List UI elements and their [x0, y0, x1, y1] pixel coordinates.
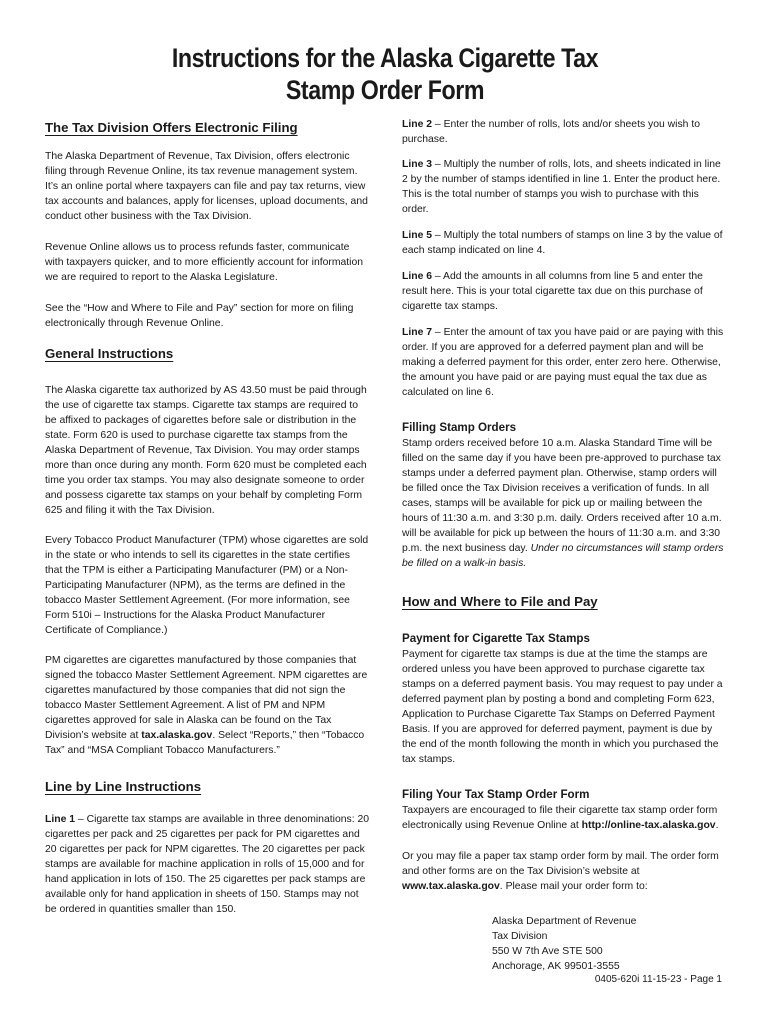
electronic-filing-paragraph-1: The Alaska Department of Revenue, Tax Division, offers electronic filing through Revenue Online, its tax revenue management system. It’s an online portal where taxpayers can file and pay tax returns, view tax accounts and balances, apply for licenses, upload documents, and conduct other business with the Tax Division. — [45, 151, 368, 222]
line-5-text: – Multiply the total numbers of stamps on line 3 by the value of each stamp indicated on line 4. — [402, 230, 723, 256]
filling-italic-note: Under no circumstances will stamp orders be filled on a walk-in basis. — [402, 543, 724, 569]
electronic-filing-paragraph-3: See the “How and Where to File and Pay” section for more on filing electronically through Revenue Online. — [45, 303, 354, 329]
general-paragraph-3 — [45, 653, 370, 758]
general-paragraph-1: The Alaska cigarette tax authorized by AS 43.50 must be paid through the use of cigarette tax stamps. Cigarette tax stamps are required to be affixed to packages of cigarettes before sale or distribution in the state. Form 620 is used to purchase cigarette tax stamps from the Alaska Department of Revenue, Tax Division. You may order stamps more than once during any month. Form 620 must be completed each time you order tax stamps. You may also designate someone to order and possess cigarette tax stamps on your behalf by completing Form 625 and filing it with the Tax Division. — [45, 385, 367, 516]
line-6-instruction — [402, 269, 726, 314]
revenue-online-link[interactable]: http://online-tax.alaska.gov — [581, 820, 716, 831]
line-1-label: Line 1 — [45, 814, 76, 825]
line-3-text: – Multiply the number of rolls, lots, and sheets indicated in line 2 by the number of stamps identified in line 1. Enter the product here. This is the total number of stamps you wish to purchase with this order. — [402, 159, 721, 215]
left-column — [45, 117, 370, 933]
line-2-instruction — [402, 117, 726, 147]
line-7-text: – Enter the amount of tax you have paid or are paying with this order. If you are approved for a deferred payment plan and will be making a deferred payment for this order, enter zero here. Otherwise, the amount you have paid or are paying must equal the tax due as calculated on line 6. — [402, 327, 724, 398]
filling-text: Stamp orders received before 10 a.m. Alaska Standard Time will be filled on the same day if you have been pre-approved to purchase tax stamps under a deferred payment plan. Otherwise, stamp orders will be filled once the Tax Division receives a verification of funds. In all cases, stamps will be available for pick up or mailing between the hours of 11:30 a.m. and 3:30 p.m. daily. Orders received after 10 a.m. will be available for pick up between the hours of 11:30 a.m. and 3:30 p.m. the next business day. — [402, 438, 722, 554]
line-3-instruction — [402, 157, 726, 217]
filing-text — [402, 803, 726, 833]
line-7-label: Line 7 — [402, 327, 433, 338]
line-2-text: – Enter the number of rolls, lots and/or sheets you wish to purchase. — [402, 119, 701, 145]
general-paragraph-3-text-end: . Select “Reports,” then “Tobacco Tax” and “MSA Compliant Tobacco Manufacturers.” — [45, 730, 365, 756]
page-title-line-2: Stamp Order Form — [285, 75, 485, 105]
tax-website-link-2[interactable]: www.tax.alaska.gov — [402, 881, 500, 892]
line-6-label: Line 6 — [402, 271, 433, 282]
mailing-address — [492, 914, 726, 974]
line-2-label: Line 2 — [402, 119, 433, 130]
filling-stamp-orders-heading: Filling Stamp Orders — [402, 421, 517, 434]
right-column — [402, 117, 726, 974]
electronic-filing-heading: The Tax Division Offers Electronic Filing — [45, 120, 298, 135]
general-paragraph-2: Every Tobacco Product Manufacturer (TPM) whose cigarettes are sold in the state or who intends to sell its cigarettes in the state certifies that the TPM is either a Participating Manufacturer (PM) or a Non-Participating Manufacturer (NPM), as the terms are defined in the tobacco Master Settlement Agreement. (For more information, see Form 510i – Instructions for the Alaska Product Manufacturer Certificate of Compliance.) — [45, 535, 369, 636]
mail-text — [402, 849, 726, 894]
mail-text-end: . Please mail your order form to: — [499, 881, 648, 892]
line-7-instruction — [402, 325, 726, 400]
page-footer: 0405-620i 11-15-23 - Page 1 — [594, 974, 722, 985]
line-1-instruction — [45, 812, 370, 917]
mail-text-start: Or you may file a paper tax stamp order form by mail. The order form and other forms are on the Tax Division’s website at — [402, 851, 719, 877]
line-by-line-heading: Line by Line Instructions — [45, 779, 202, 794]
page-title-line-1: Instructions for the Alaska Cigarette Tax — [171, 43, 599, 73]
electronic-filing-paragraph-2: Revenue Online allows us to process refunds faster, communicate with taxpayers quicker, and to more efficiently account for information we are required to report to the Alaska Legislature. — [45, 242, 364, 283]
line-1-text: – Cigarette tax stamps are available in three denominations: 20 cigarettes per pack and 25 cigarettes per pack for PM cigarettes and 20 cigarettes per pack for NPM cigarettes. The 20 cigarettes per pack stamps are available for machine application in rolls of 15,000 and for hand application in lots of 150. The 25 cigarettes per pack stamps are available only for hand application in sheets of 150. Stamps may not be ordered in quantities smaller than 150. — [45, 814, 370, 915]
filling-stamp-orders-text — [402, 436, 726, 571]
payment-text: Payment for cigarette tax stamps is due at the time the stamps are ordered unless you have been approved to purchase cigarette tax stamps on a deferred payment basis. You may request to pay under a deferred payment plan by posting a bond and completing Form 623, Application to Purchase Cigarette Tax Stamps on Deferred Payment Basis. If you are approved for deferred payment, payment is due by the end of the month following the month in which you purchased the tax stamps. — [402, 649, 723, 765]
line-3-label: Line 3 — [402, 159, 433, 170]
payment-heading: Payment for Cigarette Tax Stamps — [402, 632, 590, 645]
address-line: Tax Division — [492, 931, 548, 942]
line-5-instruction — [402, 228, 726, 258]
general-paragraph-3-text: PM cigarettes are cigarettes manufactured by those companies that signed the tobacco Master Settlement Agreement. NPM cigarettes are cigarettes manufactured by those companies that did not sign the tobacco Master Settlement Agreement. A list of PM and NPM cigarettes approved for sale in Alaska can be found on the Tax Division’s website at — [45, 655, 368, 741]
line-5-label: Line 5 — [402, 230, 433, 241]
line-6-text: – Add the amounts in all columns from line 5 and enter the result here. This is your total cigarette tax due on this purchase of cigarette tax stamps. — [402, 271, 703, 312]
filing-heading: Filing Your Tax Stamp Order Form — [402, 788, 590, 801]
filing-text-start: Taxpayers are encouraged to file their cigarette tax stamp order form electronically using Revenue Online at — [402, 805, 718, 831]
filing-text-end: . — [715, 820, 719, 831]
how-where-heading: How and Where to File and Pay — [402, 594, 598, 609]
address-line: Anchorage, AK 99501-3555 — [492, 961, 620, 972]
address-line: Alaska Department of Revenue — [492, 916, 637, 927]
tax-website-link[interactable]: tax.alaska.gov — [141, 730, 213, 741]
address-line: 550 W 7th Ave STE 500 — [492, 946, 603, 957]
general-instructions-heading: General Instructions — [45, 346, 174, 361]
